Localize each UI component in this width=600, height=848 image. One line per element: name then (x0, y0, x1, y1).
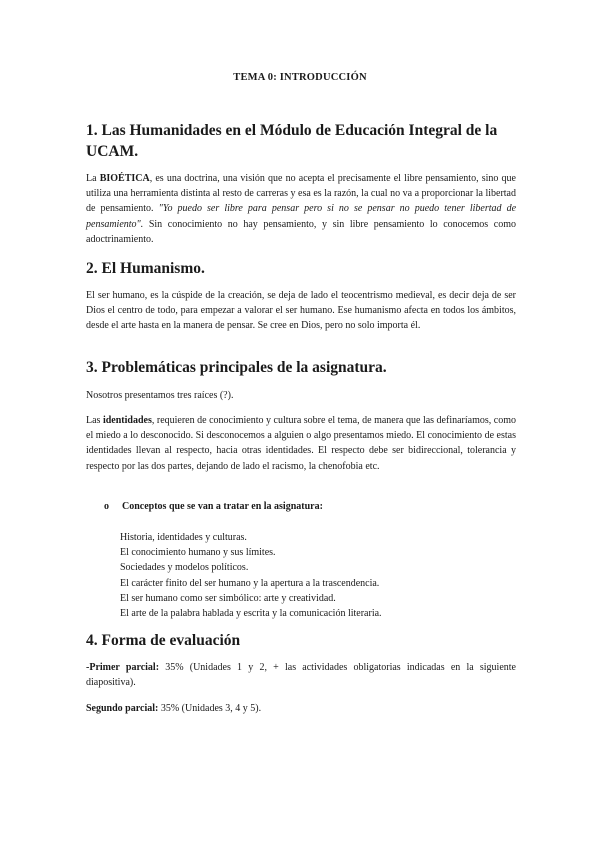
section-heading-humanidades: 1. Las Humanidades en el Módulo de Educación Integral de la UCAM. (86, 122, 498, 160)
paragraph-segundo-parcial (86, 701, 516, 716)
paragraph-raices: Nosotros presentamos tres raíces (?). (86, 390, 234, 401)
section-heading-evaluacion: 4. Forma de evaluación (86, 632, 241, 649)
bold-term-identidades: identidades (102, 415, 152, 426)
text-span: La (86, 173, 100, 184)
bold-label-segundo-parcial: Segundo parcial: (86, 703, 159, 714)
bold-label-primer-parcial: -Primer parcial: (86, 662, 160, 673)
list-item: El carácter finito del ser humano y la apertura a la trascendencia. (120, 577, 380, 589)
text-span: 35% (Unidades 3, 4 y 5). (158, 703, 262, 714)
section-heading-problematicas: 3. Problemáticas principales de la asignatura. (86, 359, 387, 376)
list-item: Historia, identidades y culturas. (120, 532, 247, 543)
list-item: El arte de la palabra hablada y escrita y la comunicación literaria. (120, 608, 382, 620)
section-heading-humanismo: 2. El Humanismo. (86, 260, 205, 277)
text-span: , requieren de conocimiento y cultura sobre el tema, de manera que las definaríamos, como el miedo a lo desconocido. Si desconocemos a alguien o algo presentamos miedo. El conocimiento de estas identidades llevan al respecto, hacia otras identidades. El respecto debe ser bidireccional, tolerancia y respecto por las dos partes, dejando de lado el racismo, la chenofobia etc. (86, 415, 516, 472)
bullet-label: Conceptos que se van a tratar en la asignatura: (122, 501, 323, 512)
text-span: Sin conocimiento no hay pensamiento, y sin libre pensamiento lo conocemos como adoctrinamiento. (86, 218, 516, 245)
bullet-marker: o (104, 501, 109, 512)
concepts-list (120, 530, 520, 621)
bullet-conceptos (104, 501, 323, 512)
text-span: 35% (Unidades 1 y 2, + las actividades obligatorias indicadas en la siguiente diapositiva). (86, 662, 516, 689)
text-span: Las (86, 415, 103, 426)
text-span: , es una doctrina, una visión que no acepta el precisamente el libre pensamiento, sino que utiliza una herramienta distinta al resto de carreras y esa es la razón, la cual no va a proporcionar la libertad de pensamiento. (86, 173, 516, 215)
paragraph-bioetica (86, 171, 516, 247)
list-item: El ser humano como ser simbólico: arte y creatividad. (120, 592, 336, 604)
list-item: El conocimiento humano y sus límites. (120, 547, 276, 559)
paragraph-primer-parcial (86, 660, 516, 690)
document-title: TEMA 0: INTRODUCCIÓN (233, 72, 367, 83)
list-item: Sociedades y modelos políticos. (120, 562, 249, 574)
paragraph-identidades (86, 413, 516, 474)
paragraph-humanismo: El ser humano, es la cúspide de la creación, se deja de lado el teocentrismo medieval, es decir deja de ser Dios el centro de todo, para empezar a valorar el ser humano. Ese humanismo afecta en todos los ámbitos, desde el arte hasta en la manera de pensar. Se cree en Dios, pero no solo importa él. (86, 290, 516, 332)
quote-italic: "Yo puedo ser libre para pensar pero si no se pensar no puedo tener libertad de pensamiento". (86, 203, 517, 230)
bold-term-bioetica: BIOÉTICA (99, 173, 150, 184)
